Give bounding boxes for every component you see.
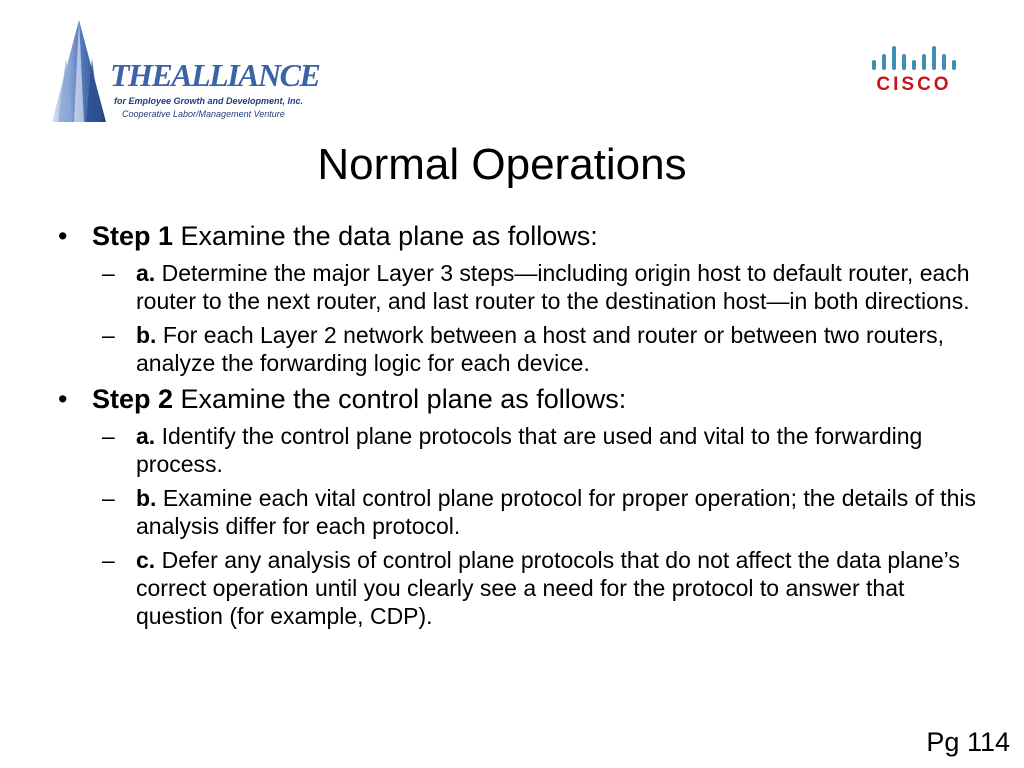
bullet-icon: •: [58, 384, 68, 414]
sub-item-text: Determine the major Layer 3 steps—including origin host to default router, each router to the next router, and last router to the destination host—in both directions.: [136, 260, 970, 314]
dash-icon: –: [102, 260, 115, 286]
dash-icon: –: [102, 322, 115, 348]
sub-item-text: Defer any analysis of control plane protocols that do not affect the data plane’s correct operation until you clearly see a need for the protocol to answer that question (for example, CDP).: [136, 547, 960, 629]
dash-icon: –: [102, 423, 115, 449]
sub-item-label: a.: [136, 260, 156, 286]
step-label: Step 1: [92, 221, 174, 251]
sub-item-label: b.: [136, 485, 157, 511]
alliance-tagline: for Employee Growth and Development, Inc.: [114, 96, 304, 106]
dash-icon: –: [102, 547, 115, 573]
alliance-subtagline: Cooperative Labor/Management Venture: [122, 109, 285, 119]
cisco-wordmark: CISCO: [876, 74, 952, 95]
slide-title: Normal Operations: [317, 140, 687, 189]
alliance-tower-icon: [48, 18, 110, 124]
alliance-logo: [48, 18, 320, 126]
sub-item-label: c.: [136, 547, 156, 573]
sub-item-2c: [58, 546, 978, 630]
sub-item-1a: [58, 259, 978, 315]
sub-item-text: For each Layer 2 network between a host and router or between two routers, analyze the forwarding logic for each device.: [136, 322, 945, 376]
sub-item-label: a.: [136, 423, 156, 449]
sub-item-label: b.: [136, 322, 157, 348]
sub-item-2b: [58, 484, 978, 540]
sub-item-2a: [58, 422, 978, 478]
sub-item-text: Identify the control plane protocols that are used and vital to the forwarding process.: [136, 423, 923, 477]
sub-item-1b: [58, 321, 978, 377]
step-text: Examine the data plane as follows:: [180, 221, 598, 251]
step-1: [58, 220, 978, 253]
cisco-logo: [868, 44, 960, 104]
bullet-icon: •: [58, 221, 68, 251]
sub-item-text: Examine each vital control plane protocol for proper operation; the details of this analysis differ for each protocol.: [136, 485, 976, 539]
alliance-wordmark: THEALLIANCE: [110, 57, 320, 93]
cisco-bridge-icon: [870, 44, 958, 74]
step-label: Step 2: [92, 384, 174, 414]
dash-icon: –: [102, 485, 115, 511]
step-2: [58, 383, 978, 416]
step-text: Examine the control plane as follows:: [180, 384, 627, 414]
slide-body: [58, 220, 978, 636]
page-number: Pg 114: [926, 727, 1010, 757]
